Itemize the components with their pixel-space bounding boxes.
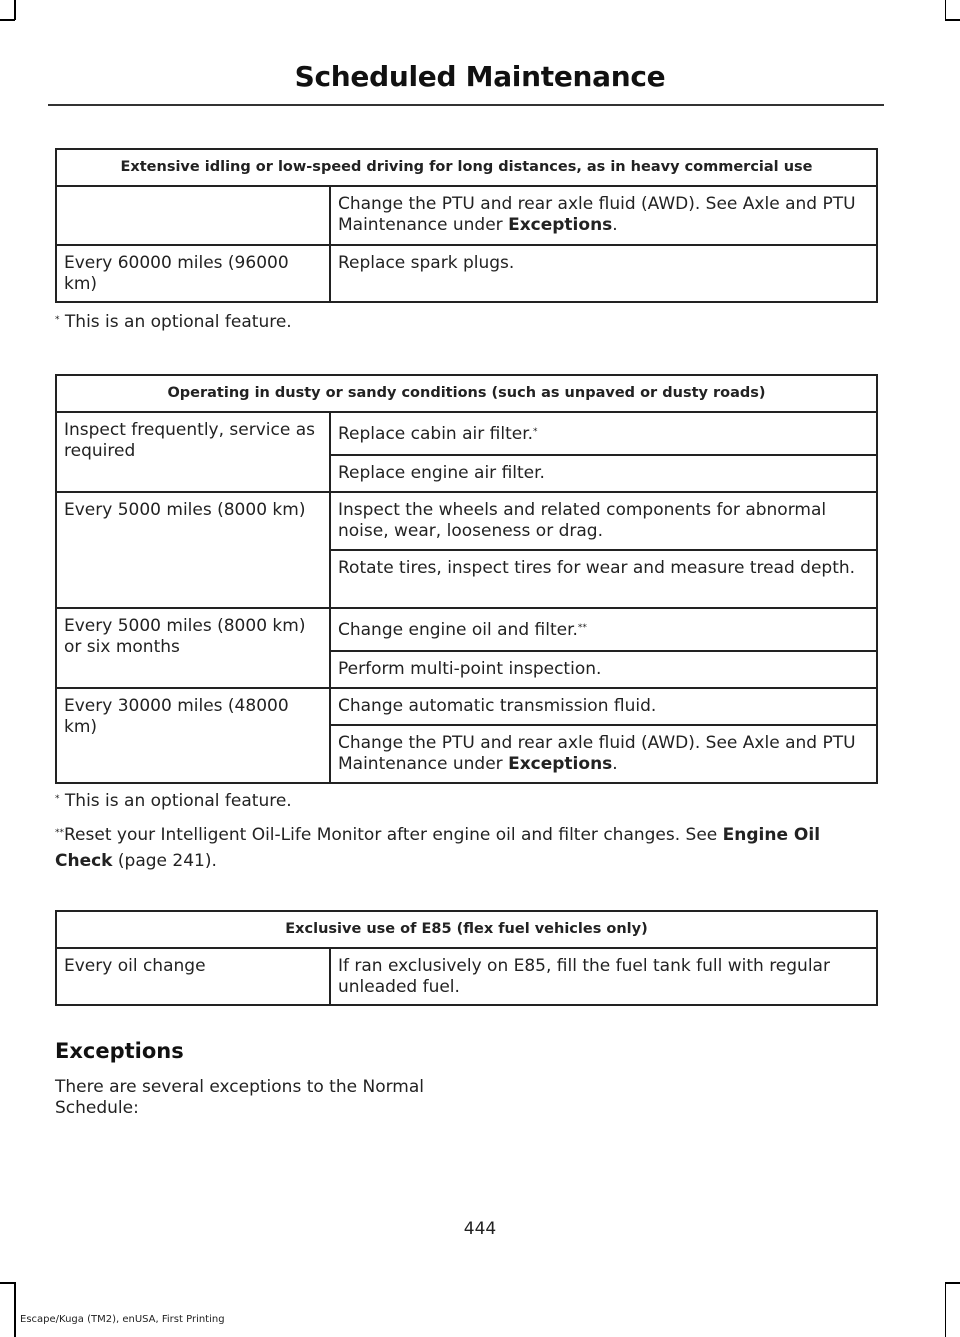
footnote-text: Reset your Intelligent Oil-Life Monitor after engine oil and filter changes. See bbox=[64, 825, 723, 845]
crop-mark bbox=[945, 1282, 947, 1337]
footnote-optional bbox=[55, 788, 878, 814]
action-cell: Replace engine air filter. bbox=[330, 455, 877, 492]
action-cell bbox=[330, 186, 877, 245]
maintenance-table-e85 bbox=[55, 910, 878, 1006]
table-header-row bbox=[56, 149, 877, 186]
exceptions-reference: Exceptions bbox=[508, 215, 613, 235]
table-header: Extensive idling or low-speed driving for long distances, as in heavy commercial use bbox=[56, 149, 877, 186]
maintenance-table-dusty bbox=[55, 374, 878, 784]
footnote-optional bbox=[55, 309, 878, 335]
action-cell: Rotate tires, inspect tires for wear and measure tread depth. bbox=[330, 550, 877, 608]
action-text: Change the PTU and rear axle fluid (AWD). See Axle and PTU Maintenance under bbox=[338, 194, 856, 235]
action-cell bbox=[330, 412, 877, 455]
interval-cell: Every 5000 miles (8000 km) or six months bbox=[56, 608, 330, 688]
crop-mark bbox=[945, 1282, 960, 1284]
action-cell: Inspect the wheels and related components for abnormal noise, wear, looseness or drag. bbox=[330, 492, 877, 550]
engine-oil-check-link[interactable]: Engine Oil Check bbox=[55, 825, 821, 871]
action-tail: . bbox=[612, 754, 618, 774]
action-tail: . bbox=[612, 215, 618, 235]
crop-mark bbox=[14, 1282, 16, 1337]
action-text: Replace cabin air filter. bbox=[338, 424, 534, 444]
footnote-mark: ** bbox=[577, 623, 587, 633]
action-cell: If ran exclusively on E85, fill the fuel tank full with regular unleaded fuel. bbox=[330, 948, 877, 1005]
table-row bbox=[56, 688, 877, 725]
footnote-text: This is an optional feature. bbox=[59, 312, 292, 332]
footnote-mark: ** bbox=[55, 828, 64, 838]
table-header-row bbox=[56, 375, 877, 412]
interval-cell bbox=[56, 186, 330, 245]
footnote-text: This is an optional feature. bbox=[59, 791, 292, 811]
table-row bbox=[56, 186, 877, 245]
section-paragraph: There are several exceptions to the Normal Schedule: bbox=[55, 1077, 424, 1118]
section-heading: Exceptions bbox=[55, 1039, 184, 1063]
footnote-oil-life bbox=[55, 822, 878, 874]
table-row bbox=[56, 245, 877, 302]
action-text: Change the PTU and rear axle fluid (AWD). See Axle and PTU Maintenance under bbox=[338, 733, 856, 774]
table-header: Exclusive use of E85 (flex fuel vehicles only) bbox=[56, 911, 877, 948]
action-text: Change engine oil and filter. bbox=[338, 620, 578, 640]
action-cell bbox=[330, 725, 877, 783]
interval-cell: Every oil change bbox=[56, 948, 330, 1005]
interval-cell: Inspect frequently, service as required bbox=[56, 412, 330, 492]
header-divider bbox=[48, 104, 884, 106]
footnote-mark: * bbox=[55, 794, 60, 804]
action-cell: Replace spark plugs. bbox=[330, 245, 877, 302]
table-header: Operating in dusty or sandy conditions (such as unpaved or dusty roads) bbox=[56, 375, 877, 412]
crop-mark bbox=[945, 0, 947, 20]
table-row bbox=[56, 608, 877, 651]
footnote-mark: * bbox=[55, 315, 60, 325]
exceptions-reference: Exceptions bbox=[508, 754, 613, 774]
page-title: Scheduled Maintenance bbox=[294, 60, 666, 93]
crop-mark bbox=[0, 1282, 15, 1284]
crop-mark bbox=[0, 19, 15, 21]
table-row bbox=[56, 948, 877, 1005]
interval-cell: Every 60000 miles (96000 km) bbox=[56, 245, 330, 302]
table-header-row bbox=[56, 911, 877, 948]
maintenance-table-idling bbox=[55, 148, 878, 303]
interval-cell: Every 5000 miles (8000 km) bbox=[56, 492, 330, 608]
crop-mark bbox=[14, 0, 16, 20]
action-cell bbox=[330, 608, 877, 651]
footnote-mark: * bbox=[533, 427, 538, 437]
interval-cell: Every 30000 miles (48000 km) bbox=[56, 688, 330, 783]
table-row bbox=[56, 492, 877, 550]
crop-mark bbox=[945, 19, 960, 21]
print-footer: Escape/Kuga (TM2), enUSA, First Printing bbox=[20, 1314, 225, 1325]
footnote-tail: (page 241). bbox=[112, 851, 217, 871]
action-cell: Change automatic transmission fluid. bbox=[330, 688, 877, 725]
page-number: 444 bbox=[463, 1219, 497, 1239]
action-cell: Perform multi-point inspection. bbox=[330, 651, 877, 688]
table-row bbox=[56, 412, 877, 455]
